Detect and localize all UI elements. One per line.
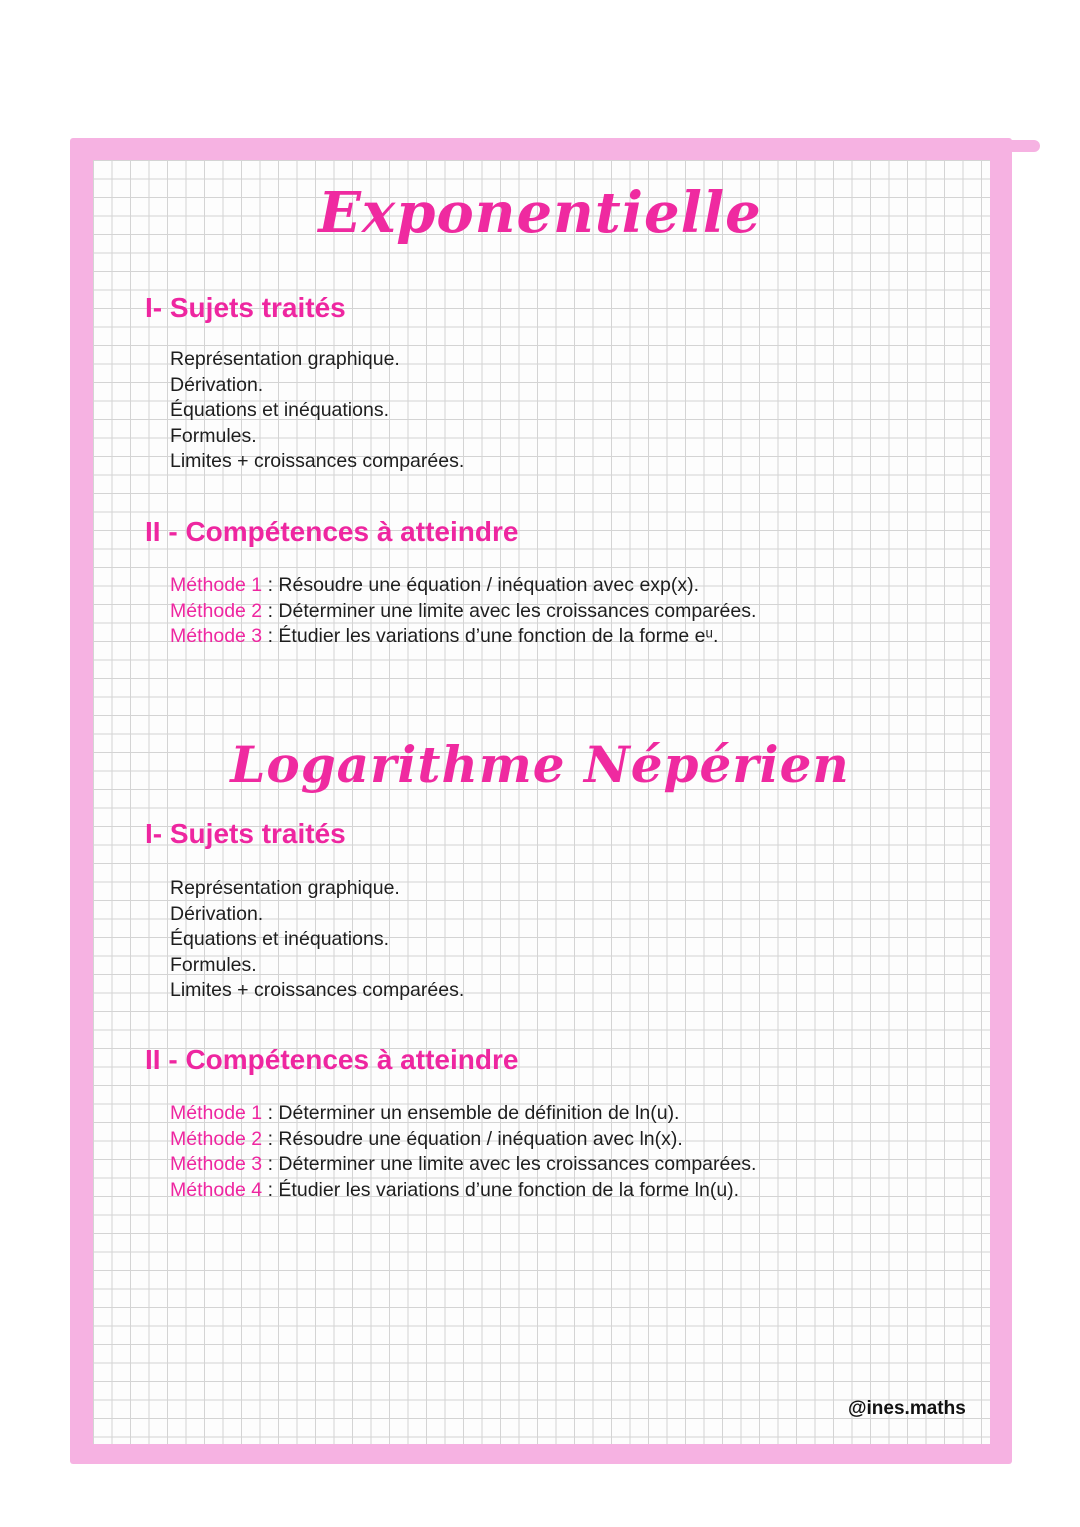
method-label: Méthode 4 <box>170 1178 263 1201</box>
log-subjects-list <box>170 876 464 1004</box>
method-separator: : <box>262 574 279 596</box>
method-text: Étudier les variations d’une fonction de la forme eᵘ. <box>278 625 719 647</box>
list-item: Représentation graphique. <box>170 348 400 370</box>
method-label: Méthode 1 <box>170 1102 263 1124</box>
method-separator: : <box>262 1127 279 1150</box>
list-item: Dérivation. <box>170 373 264 396</box>
exp-methods-list <box>170 573 756 650</box>
log-skills-heading: II - Compétences à atteindre <box>145 1044 519 1075</box>
list-item: Limites + croissances comparées. <box>170 450 465 472</box>
method-separator: : <box>262 599 279 622</box>
method-label: Méthode 1 <box>170 574 263 596</box>
method-item <box>170 1127 756 1153</box>
method-label: Méthode 2 <box>170 1127 263 1150</box>
list-item: Équations et inéquations. <box>170 399 389 421</box>
pink-frame-stroke <box>1000 140 1040 152</box>
exp-subjects-list <box>170 347 464 475</box>
list-item: Limites + croissances comparées. <box>170 979 465 1001</box>
method-text: Étudier les variations d’une fonction de la forme ln(u). <box>278 1178 740 1201</box>
method-separator: : <box>262 1153 279 1175</box>
list-item: Formules. <box>170 953 257 976</box>
exp-skills-heading: II - Compétences à atteindre <box>145 516 519 547</box>
method-separator: : <box>262 625 279 647</box>
method-item <box>170 573 756 599</box>
method-text: Déterminer une limite avec les croissances comparées. <box>278 1153 757 1175</box>
method-text: Résoudre une équation / inéquation avec exp(x). <box>278 574 700 596</box>
title-exponentielle: Exponentielle <box>318 180 762 246</box>
title-logarithme: Logarithme Népérien <box>230 735 850 794</box>
method-text: Déterminer une limite avec les croissances comparées. <box>278 599 757 622</box>
log-methods-list <box>170 1101 756 1203</box>
method-item <box>170 1101 756 1127</box>
log-subjects-heading: I- Sujets traités <box>145 818 346 849</box>
method-separator: : <box>262 1178 279 1201</box>
exp-subjects-heading: I- Sujets traités <box>145 292 346 323</box>
method-separator: : <box>262 1102 279 1124</box>
list-item: Équations et inéquations. <box>170 928 389 950</box>
method-item <box>170 1178 756 1204</box>
method-text: Résoudre une équation / inéquation avec ln(x). <box>278 1127 683 1150</box>
method-label: Méthode 2 <box>170 599 263 622</box>
list-item: Formules. <box>170 424 257 447</box>
method-item <box>170 624 756 650</box>
method-label: Méthode 3 <box>170 625 263 647</box>
method-item <box>170 599 756 625</box>
author-signature: @ines.maths <box>848 1398 966 1419</box>
method-item <box>170 1152 756 1178</box>
list-item: Dérivation. <box>170 902 264 925</box>
method-label: Méthode 3 <box>170 1153 263 1175</box>
method-text: Déterminer un ensemble de définition de ln(u). <box>278 1102 680 1124</box>
list-item: Représentation graphique. <box>170 877 400 899</box>
